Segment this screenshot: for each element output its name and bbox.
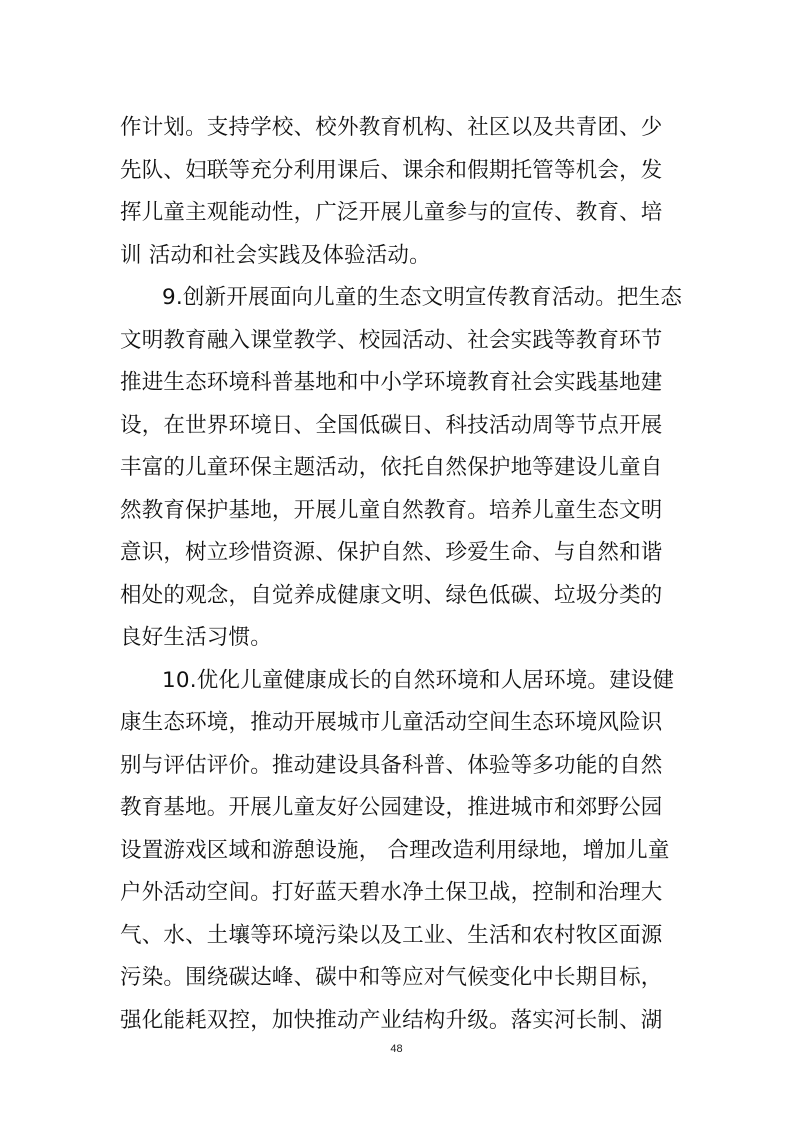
text-line: 户外活动空间。打好蓝天碧水净土保卫战，控制和治理大 [120,880,663,905]
text-line: 意识，树立珍惜资源、保护自然、珍爱生命、与自然和谐 [120,540,663,565]
page-number: 48 [390,1043,403,1055]
text-line: 作计划。支持学校、校外教育机构、社区以及共青团、少 [120,115,663,140]
text-line: 教育基地。开展儿童友好公园建设，推进城市和郊野公园 [120,795,663,820]
text-line: 强化能耗双控，加快推动产业结构升级。落实河长制、湖 [120,1008,663,1033]
text-line: 污染。围绕碳达峰、碳中和等应对气候变化中长期目标， [120,965,663,990]
text-line: 设置游戏区域和游憩设施， 合理改造利用绿地，增加儿童 [120,838,670,863]
text-line: 文明教育融入课堂教学、校园活动、社会实践等教育环节 [120,328,663,353]
text-line: 气、水、土壤等环境污染以及工业、生活和农村牧区面源 [120,923,663,948]
text-line: 训 活动和社会实践及体验活动。 [120,243,431,268]
text-line: 丰富的儿童环保主题活动，依托自然保护地等建设儿童自 [120,455,663,480]
text-line: 别与评估评价。推动建设具备科普、体验等多功能的自然 [120,753,663,778]
text-line: 设，在世界环境日、全国低碳日、科技活动周等节点开展 [120,413,663,438]
paragraph-start-line: 9.创新开展面向儿童的生态文明宣传教育活动。把生态 [162,285,683,310]
text-line: 然教育保护基地，开展儿童自然教育。培养儿童生态文明 [120,498,663,523]
text-line: 推进生态环境科普基地和中小学环境教育社会实践基地建 [120,370,663,395]
text-line: 康生态环境，推动开展城市儿童活动空间生态环境风险识 [120,710,663,735]
text-line: 挥儿童主观能动性，广泛开展儿童参与的宣传、教育、培 [120,200,663,225]
text-line: 相处的观念，自觉养成健康文明、绿色低碳、垃圾分类的 [120,583,663,608]
text-line: 良好生活习惯。 [120,625,272,650]
text-line: 先队、妇联等充分利用课后、课余和假期托管等机会，发 [120,158,663,183]
paragraph-start-line: 10.优化儿童健康成长的自然环境和人居环境。建设健 [162,668,675,693]
